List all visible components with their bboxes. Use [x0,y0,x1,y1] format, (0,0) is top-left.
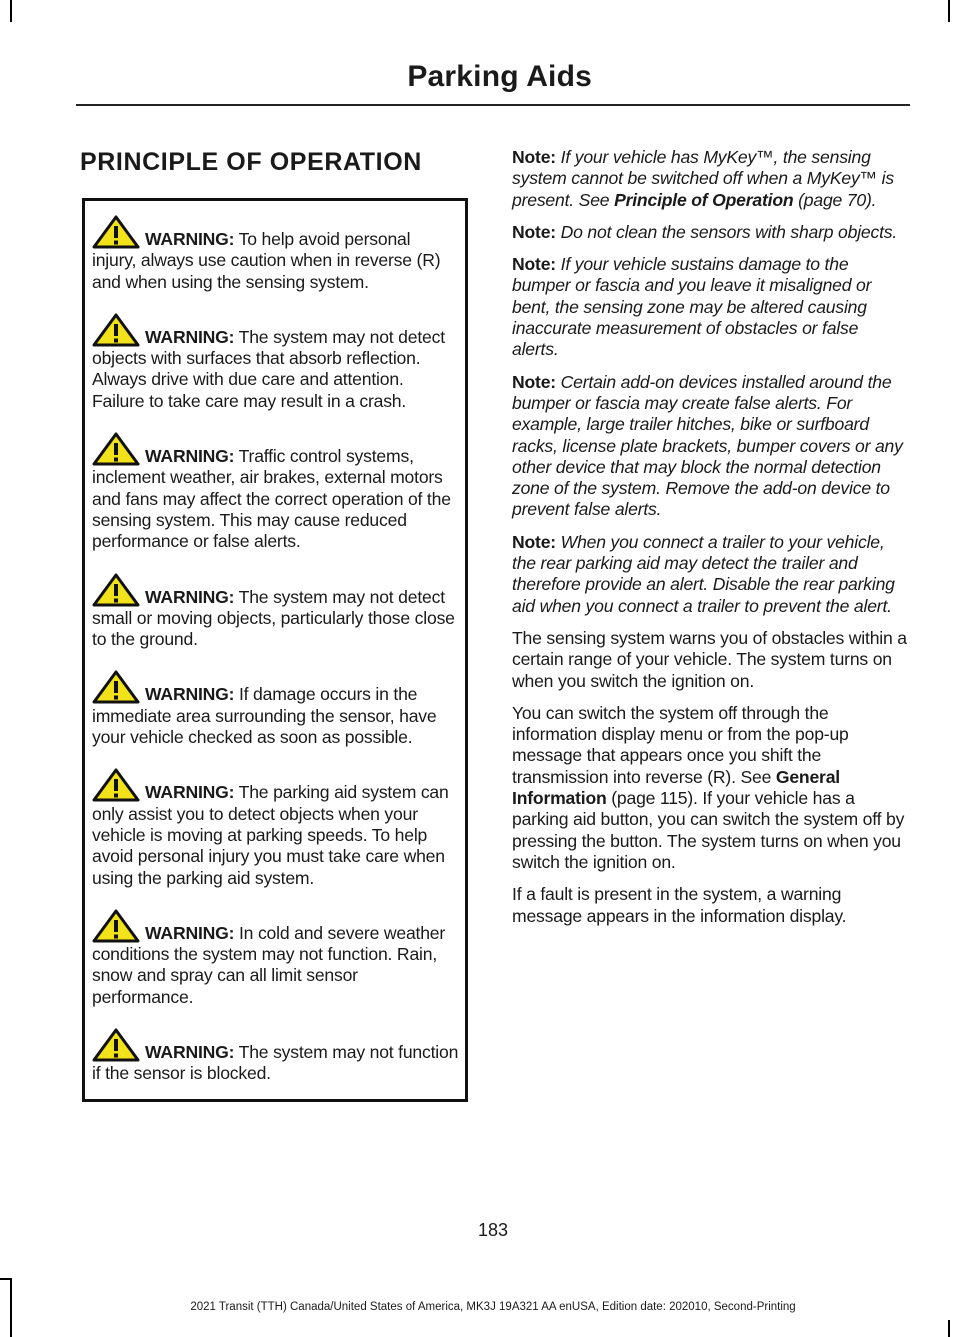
warning-label: WARNING: [145,1042,235,1063]
warning-triangle-icon [92,1028,140,1062]
warning-triangle-icon [92,909,140,943]
note-text: Do not clean the sensors with sharp objects. [555,221,898,242]
warning-text: To help avoid personal injury, always use caution when in reverse (R) and when using the sensing system. [92,229,441,292]
page-header-title: Parking Aids [407,60,592,93]
right-column [512,147,908,938]
note-label: Note: [512,371,556,392]
warning-triangle-icon [92,670,140,704]
warning-text: If damage occurs in the immediate area surrounding the sensor, have your vehicle checked as soon as possible. [92,684,437,748]
warning-triangle-icon [92,573,140,607]
note-text: When you connect a trailer to your vehicle, the rear parking aid may detect the trailer and therefore provide an alert. Disable the rear parking aid when you connect a trailer to prevent the alert. [512,531,895,616]
warning-label: WARNING: [145,586,235,607]
warning-triangle-icon [92,432,140,466]
warning-item [92,1028,459,1085]
crop-mark-top-right [948,0,950,22]
note-label: Note: [512,147,556,167]
warning-item [92,313,459,412]
warning-label: WARNING: [145,326,235,347]
warning-text: In cold and severe weather conditions the system may not function. Rain, snow and spray can all limit sensor performance. [92,922,446,1007]
warning-label: WARNING: [145,446,235,467]
crop-mark-bottom-left-h [0,1278,12,1280]
warning-triangle-icon [92,215,140,249]
note-text: If your vehicle sustains damage to the bumper or fascia and you leave it misaligned or bent, the sensing zone may be altered causing inaccurate measurement of obstacles or false alerts. [512,254,872,360]
note-paragraph [512,222,908,243]
warning-text: The system may not function if the sensor is blocked. [92,1042,459,1084]
note-label: Note: [512,221,556,242]
crop-mark-bottom-right [948,1320,950,1337]
header-divider [76,104,910,106]
note-label: Note: [512,531,556,552]
note-label: Note: [512,254,556,275]
warning-item [92,432,459,552]
page-footer: 2021 Transit (TTH) Canada/United States of America, MK3J 19A321 AA enUSA, Edition date: 202010, Second-Printing [190,1301,796,1313]
cross-reference-link[interactable]: General Information [512,766,840,809]
warning-item [92,670,459,748]
warning-item [92,768,459,888]
warning-triangle-icon [92,313,140,347]
warning-label: WARNING: [145,782,235,803]
body-paragraph [512,703,908,873]
crop-mark-top-left [10,0,12,22]
warning-text: Traffic control systems, inclement weather, air brakes, external motors and fans may affect the correct operation of the sensing system. This may cause reduced performance or false alerts. [92,446,451,552]
note-paragraph [512,147,908,211]
warning-label: WARNING: [145,229,235,249]
body-text: You can switch the system off through the information display menu or from the pop-up message that appears once you shift the transmission into reverse (R). See [512,702,849,787]
warning-label: WARNING: [145,922,235,943]
warning-item [92,909,459,1008]
warning-text: The system may not detect objects with surfaces that absorb reflection. Always drive with due care and attention. Failure to take care may result in a crash. [92,326,445,411]
warning-item [92,573,459,651]
page-number: 183 [477,1220,509,1240]
warning-text: The system may not detect small or moving objects, particularly those close to the ground. [92,586,455,650]
warning-text: The parking aid system can only assist you to detect objects when your vehicle is moving at parking speeds. To help avoid personal injury you must take care when using the parking aid system. [92,782,449,888]
body-paragraph: The sensing system warns you of obstacles within a certain range of your vehicle. The system turns on when you switch the ignition on. [512,627,907,691]
body-text: (page 115). If your vehicle has a parking aid button, you can switch the system off by pressing the button. The system turns on when you switch the ignition on. [512,788,905,872]
note-text: Certain add-on devices installed around the bumper or fascia may create false alerts. For example, large trailer hitches, bike or surfboard racks, license plate brackets, bumper covers or any other device that may block the normal detection zone of the system. Remove the add-on device to prevent false alerts. [512,371,903,520]
cross-reference-link[interactable]: Principle of Operation [614,189,794,210]
note-text: If your vehicle has MyKey™, the sensing system cannot be switched off when a MyKey™ is present. See [512,147,894,210]
note-page-ref: (page 70). [793,189,877,210]
section-title: PRINCIPLE OF OPERATION [80,148,422,176]
warnings-box [82,198,468,1102]
warning-item [92,215,459,293]
body-paragraph: If a fault is present in the system, a warning message appears in the information display. [512,884,847,926]
note-paragraph [512,532,908,617]
warning-label: WARNING: [145,684,235,705]
note-paragraph [512,254,908,360]
warning-triangle-icon [92,768,140,802]
note-paragraph [512,372,908,521]
